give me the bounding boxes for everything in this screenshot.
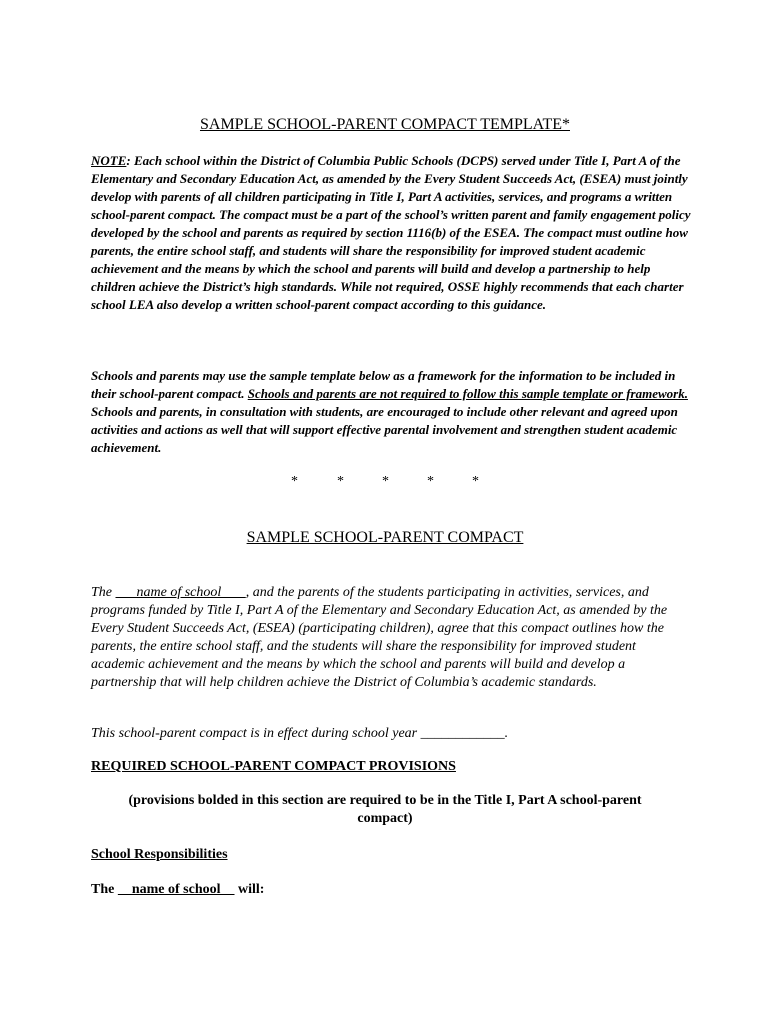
template-title: SAMPLE SCHOOL-PARENT COMPACT TEMPLATE* [199, 116, 570, 133]
intro-paragraph [91, 584, 681, 692]
usage-underlined: Schools and parents are not required to follow this sample template or framework. [247, 386, 688, 401]
provisions-heading: REQUIRED SCHOOL-PARENT COMPACT PROVISIONS [91, 759, 456, 774]
separator-star: * [472, 474, 479, 489]
intro-prefix: The [91, 585, 116, 600]
separator-star: * [427, 474, 434, 489]
note-text: : Each school within the District of Columbia Public Schools (DCPS) served under Title I, Part A of the Elementary and Secondary Education Act, as amended by the Every Student Succeeds Act, (ESEA) must jointly develop with parents of all children participating in Title I, Part A activities, services, and programs a written school-parent compact. The compact must be a part of the school’s written parent and family engagement policy developed by the school and parents as required by section 1116(b) of the ESEA. The compact must outline how parents, the entire school staff, and students will share the responsibility for improved student academic achievement and the means by which the school and parents will build and develop a partnership to help children achieve the District’s high standards. While not required, OSSE highly recommends that each charter school LEA also develop a written school-parent compact according to this guidance. [91, 153, 691, 312]
school-name-blank: name of school [115, 585, 246, 600]
provisions-note: (provisions bolded in this section are required to be in the Title I, Part A school-parent compact) [128, 793, 642, 826]
separator-star: * [337, 474, 344, 489]
effect-line: This school-parent compact is in effect during school year ____________. [91, 726, 509, 741]
note-paragraph [91, 152, 691, 314]
school-name-blank-2: name of school [117, 882, 235, 897]
separator-star: * [291, 474, 298, 489]
usage-paragraph [91, 367, 691, 457]
separator-star: * [382, 474, 389, 489]
intro-rest: , and the parents of the students participating in activities, services, and programs funded by Title I, Part A of the Elementary and Secondary Education Act, as amended by the Every Student Succeeds Act, (ESEA) (participating children), agree that this compact outlines how the parents, the entire school staff, and the students will share the responsibility for improved student academic achievement and the means by which the school and parents will build and develop a partnership that will help children achieve the District of Columbia’s academic standards. [91, 585, 668, 690]
will-suffix: will: [234, 882, 265, 897]
will-prefix: The [91, 882, 118, 897]
usage-part1: Schools and parents may use the sample template below as a framework for the information to be included in their school-parent compact. [91, 368, 676, 401]
will-line [91, 881, 691, 899]
compact-title: SAMPLE SCHOOL-PARENT COMPACT [246, 529, 524, 546]
note-label: NOTE [91, 153, 127, 168]
usage-part2: Schools and parents, in consultation with students, are encouraged to include other relevant and agreed upon activities and actions as well that will support effective parental involvement and strengthen student academic achievement. [91, 404, 678, 455]
school-responsibilities-heading: School Responsibilities [91, 847, 228, 862]
